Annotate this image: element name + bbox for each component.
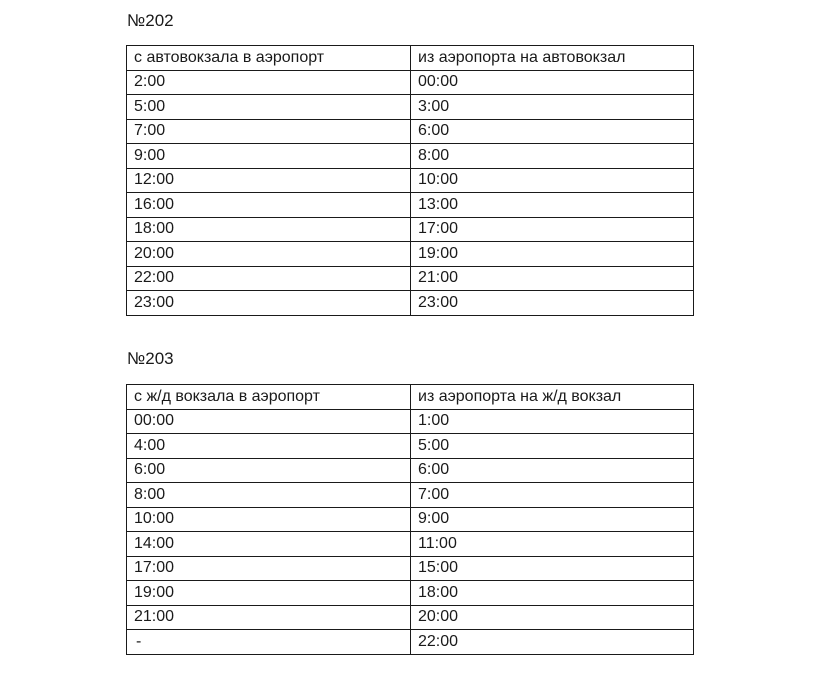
- departure-from-airport: 20:00: [411, 605, 694, 630]
- departure-from-airport: 19:00: [411, 242, 694, 267]
- table-row: [127, 168, 694, 193]
- departure-from-airport: 18:00: [411, 581, 694, 606]
- table-row: [127, 291, 694, 316]
- table-row: [127, 507, 694, 532]
- departure-from-airport: 7:00: [411, 483, 694, 508]
- table-row: [127, 458, 694, 483]
- departure-from-airport: 3:00: [411, 95, 694, 120]
- departure-to-airport: 17:00: [127, 556, 411, 581]
- departure-to-airport: 23:00: [127, 291, 411, 316]
- departure-to-airport: 20:00: [127, 242, 411, 267]
- table-row: [127, 434, 694, 459]
- departure-from-airport: 21:00: [411, 266, 694, 291]
- departure-from-airport: 5:00: [411, 434, 694, 459]
- column-header-from-airport: из аэропорта на автовокзал: [411, 46, 694, 71]
- departure-to-airport: 21:00: [127, 605, 411, 630]
- departure-to-airport: 14:00: [127, 532, 411, 557]
- departure-from-airport: 10:00: [411, 168, 694, 193]
- departure-from-airport: 15:00: [411, 556, 694, 581]
- departure-to-airport: 10:00: [127, 507, 411, 532]
- departure-from-airport: 00:00: [411, 70, 694, 95]
- route-203-schedule-table: [126, 384, 694, 655]
- route-202-title: №202: [127, 11, 174, 30]
- departure-to-airport: 4:00: [127, 434, 411, 459]
- departure-from-airport: 8:00: [411, 144, 694, 169]
- table-row: [127, 95, 694, 120]
- departure-to-airport: 6:00: [127, 458, 411, 483]
- table-row: [127, 483, 694, 508]
- departure-to-airport: 12:00: [127, 168, 411, 193]
- table-row: [127, 242, 694, 267]
- table-row: [127, 217, 694, 242]
- departure-to-airport: 7:00: [127, 119, 411, 144]
- column-header-from-airport: из аэропорта на ж/д вокзал: [411, 385, 694, 410]
- column-header-to-airport: с автовокзала в аэропорт: [127, 46, 411, 71]
- departure-from-airport: 6:00: [411, 458, 694, 483]
- departure-to-airport: 18:00: [127, 217, 411, 242]
- departure-from-airport: 22:00: [411, 630, 694, 655]
- route-203-title: №203: [127, 349, 174, 368]
- departure-to-airport: 8:00: [127, 483, 411, 508]
- table-row: [127, 605, 694, 630]
- departure-from-airport: 17:00: [411, 217, 694, 242]
- table-header-row: [127, 385, 694, 410]
- table-header-row: [127, 46, 694, 71]
- departure-from-airport: 9:00: [411, 507, 694, 532]
- table-row: [127, 266, 694, 291]
- table-row: [127, 119, 694, 144]
- departure-from-airport: 13:00: [411, 193, 694, 218]
- departure-from-airport: 6:00: [411, 119, 694, 144]
- table-row: [127, 144, 694, 169]
- departure-to-airport: 2:00: [127, 70, 411, 95]
- departure-to-airport: 22:00: [127, 266, 411, 291]
- table-row: [127, 630, 694, 655]
- column-header-to-airport: с ж/д вокзала в аэропорт: [127, 385, 411, 410]
- table-row: [127, 581, 694, 606]
- departure-to-airport: -: [127, 630, 411, 655]
- departure-to-airport: 9:00: [127, 144, 411, 169]
- table-row: [127, 556, 694, 581]
- table-row: [127, 409, 694, 434]
- departure-to-airport: 16:00: [127, 193, 411, 218]
- departure-to-airport: 5:00: [127, 95, 411, 120]
- departure-from-airport: 11:00: [411, 532, 694, 557]
- table-row: [127, 193, 694, 218]
- departure-to-airport: 19:00: [127, 581, 411, 606]
- table-row: [127, 532, 694, 557]
- departure-from-airport: 1:00: [411, 409, 694, 434]
- table-row: [127, 70, 694, 95]
- route-202-schedule-table: [126, 45, 694, 316]
- departure-to-airport: 00:00: [127, 409, 411, 434]
- departure-from-airport: 23:00: [411, 291, 694, 316]
